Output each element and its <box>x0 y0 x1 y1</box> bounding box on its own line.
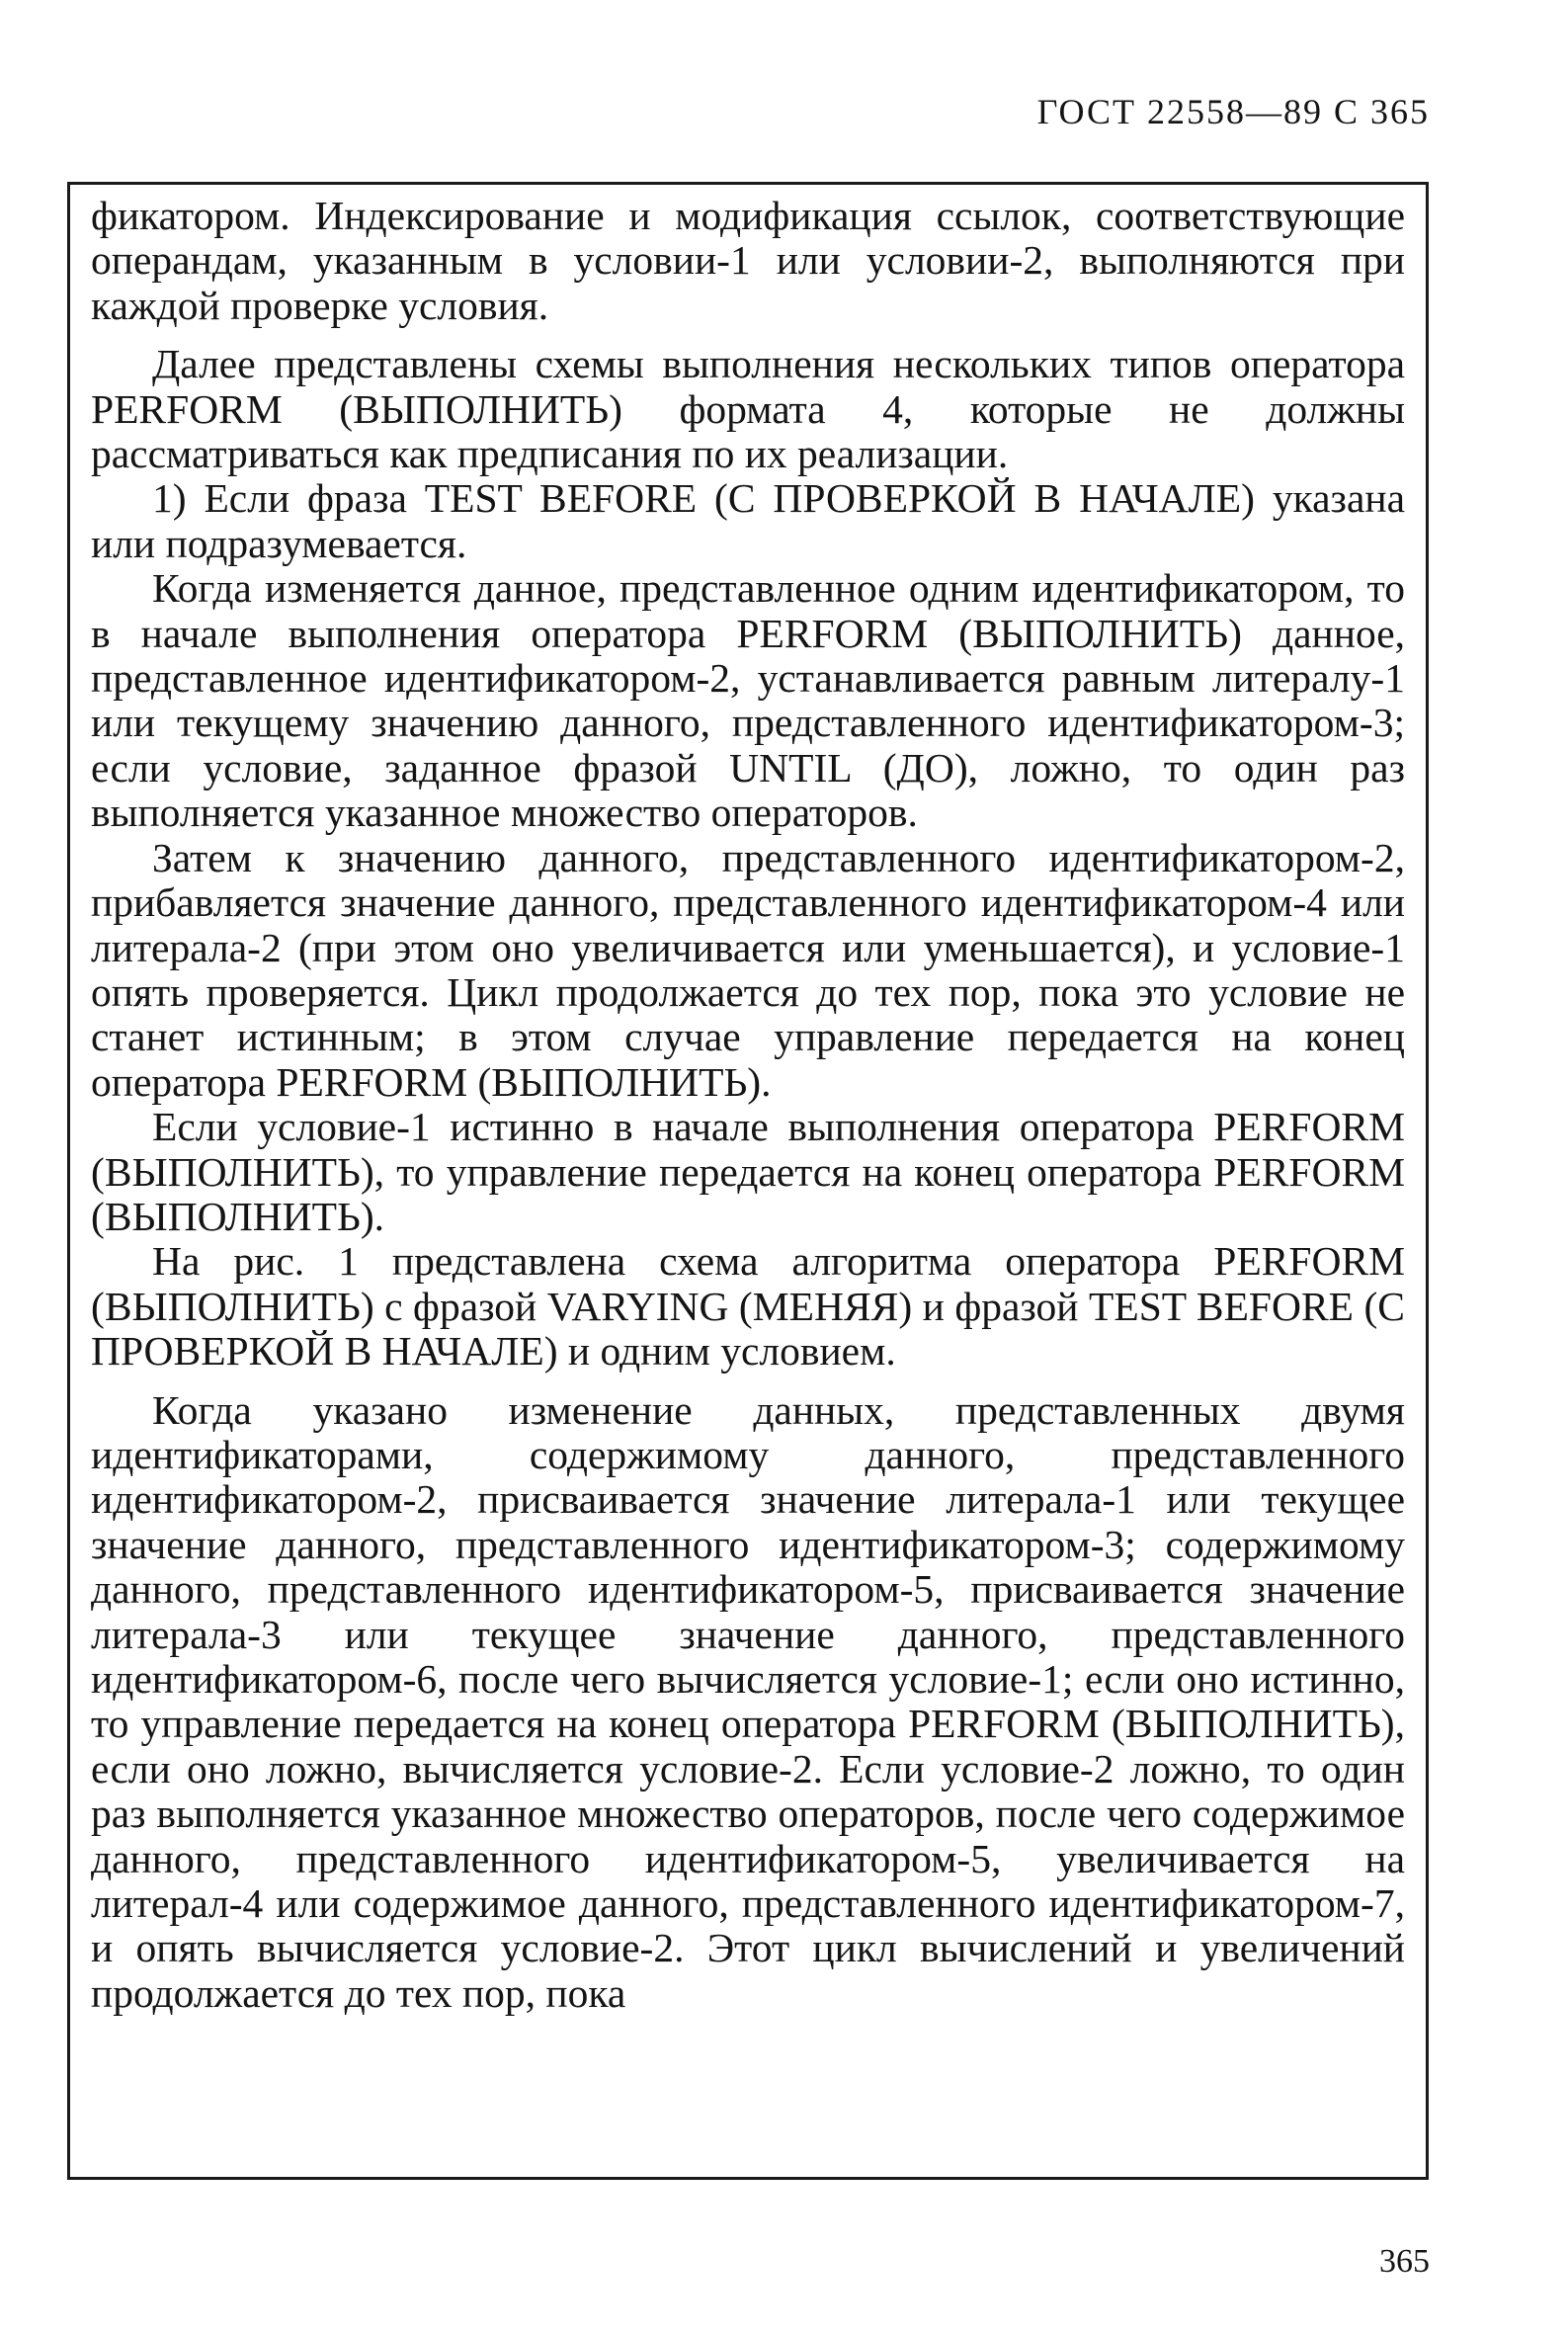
paragraph: Когда изменяется данное, представленное одним идентификатором, то в начале выполнения оператора PERFORM (ВЫПОЛНИТЬ) данное, представленное идентификатором-2, устанавливается равным литералу-1 или текущему значению данного, представленного идентификатором-3; если условие, заданное фразой UNTIL (ДО), ложно, то один раз выполняется указанное множество операторов. <box>91 565 1405 836</box>
paragraph: Затем к значению данного, представленного идентификатором-2, прибавляется значение данного, представленного идентификатором-4 или литерала-2 (при этом оно увеличивается или уменьшается), и условие-1 опять проверяется. Цикл продолжается до тех пор, пока это условие не станет истинным; в этом случае управление передается на конец оператора PERFORM (ВЫПОЛНИТЬ). <box>91 834 1405 1105</box>
paragraph: Когда указано изменение данных, представленных двумя идентификаторами, содержимому данного, представленного идентификатором-2, присваивается значение литерала-1 или текущее значение данного, представленного идентификатором-3; содержимому данного, представленного идентификатором-5, присваивается значение литерала-3 или текущее значение данного, представленного идентификатором-6, после чего вычисляется условие-1; если оно истинно, то управление передается на конец оператора PERFORM (ВЫПОЛНИТЬ), если оно ложно, вычисляется условие-2. Если условие-2 ложно, то один раз выполняется указанное множество операторов, после чего содержимое данного, представленного идентификатором-5, увеличивается на литерал-4 или содержимое данного, представленного идентификатором-7, и опять вычисляется условие-2. Этот цикл вычислений и увеличений продолжается до тех пор, пока <box>91 1386 1405 2016</box>
body-text <box>91 194 1405 2016</box>
paragraph: Далее представлены схемы выполнения нескольких типов оператора PERFORM (ВЫПОЛНИТЬ) формата 4, которые не должны рассматриваться как предписания по их реализации. <box>91 341 1405 477</box>
paragraph: Если условие-1 истинно в начале выполнения оператора PERFORM (ВЫПОЛНИТЬ), то управление передается на конец оператора PERFORM (ВЫПОЛНИТЬ). <box>91 1104 1405 1239</box>
page-number: 365 <box>1379 2243 1430 2280</box>
running-header: ГОСТ 22558—89 С 365 <box>1036 92 1430 131</box>
paragraph: 1) Если фраза TEST BEFORE (С ПРОВЕРКОЙ В НАЧАЛЕ) указана или подразумевается. <box>91 475 1405 566</box>
paragraph: фикатором. Индексирование и модификация ссылок, соответствующие операндам, указанным в условии-1 или условии-2, выполняются при каждой проверке условия. <box>91 193 1405 328</box>
paragraph: На рис. 1 представлена схема алгоритма оператора PERFORM (ВЫПОЛНИТЬ) с фразой VARYING (МЕНЯЯ) и фразой TEST BEFORE (С ПРОВЕРКОЙ В НАЧАЛЕ) и одним условием. <box>91 1238 1405 1375</box>
